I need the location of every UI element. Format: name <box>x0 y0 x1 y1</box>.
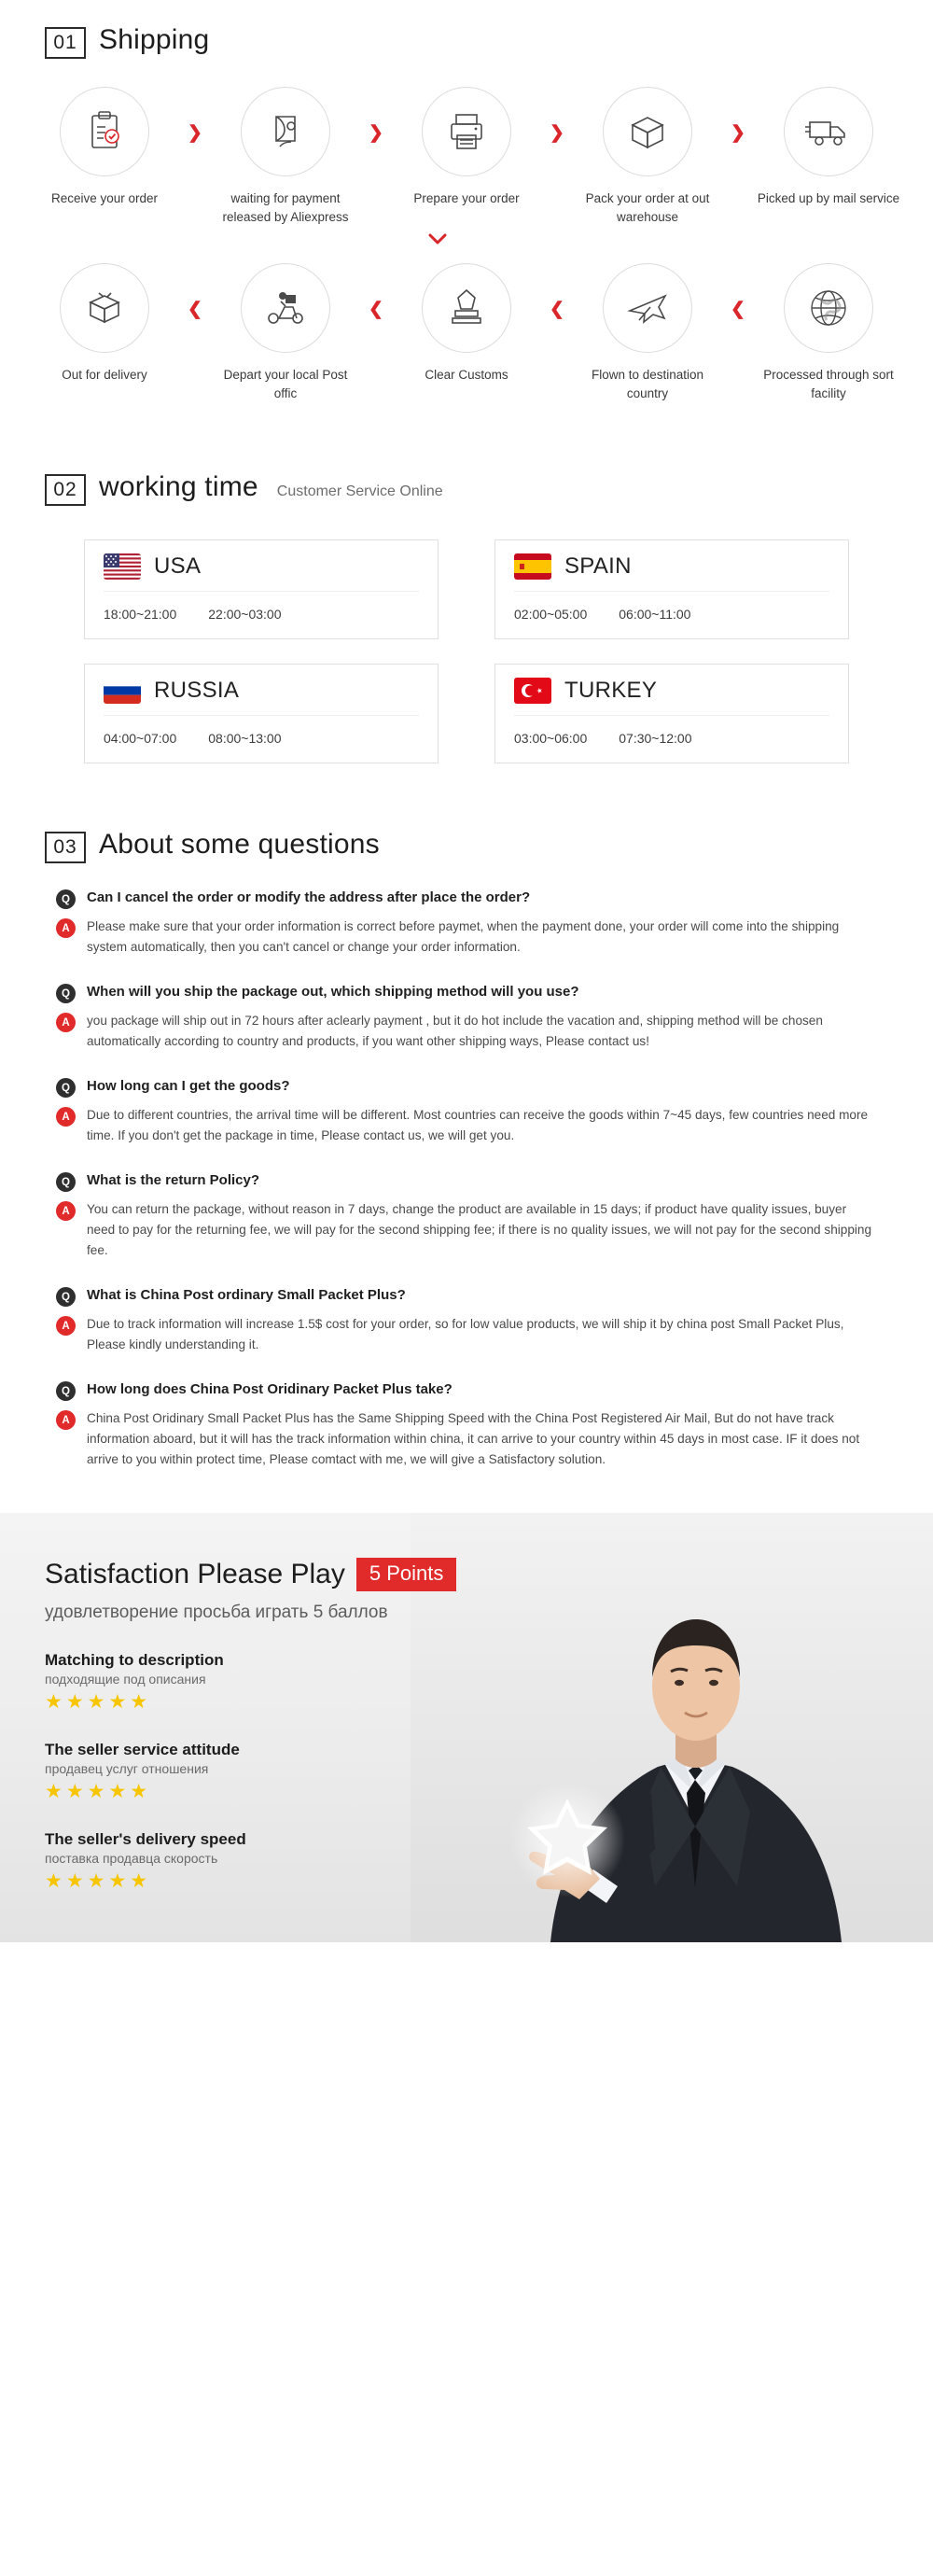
section-number: 02 <box>45 474 86 506</box>
shipping-step <box>750 87 907 208</box>
working-time-section <box>0 402 933 763</box>
rating-stars[interactable]: ★★★★★ <box>45 1780 152 1802</box>
answer-badge: A <box>56 1201 76 1221</box>
question-badge: Q <box>56 889 76 909</box>
hours-slot: 04:00~07:00 <box>104 731 177 747</box>
arrow-right-icon: ❯ <box>550 123 564 143</box>
answer-badge: A <box>56 1107 76 1127</box>
shipping-step <box>569 87 726 226</box>
shipping-step <box>207 263 364 402</box>
businessman-photo <box>411 1513 933 1942</box>
shipping-steps-row-1 <box>0 87 933 226</box>
open-box-icon <box>603 87 692 176</box>
shipping-step <box>388 87 545 208</box>
shipping-step-label: Picked up by mail service <box>757 191 900 205</box>
faq-question-line <box>56 888 877 909</box>
working-time-card-turkey <box>494 664 849 763</box>
hours-slot: 02:00~05:00 <box>514 607 588 623</box>
clipboard-check-icon <box>60 87 149 176</box>
hours-slot: 06:00~11:00 <box>619 607 691 623</box>
hours-slot: 03:00~06:00 <box>514 731 588 747</box>
faq-list <box>56 888 877 1470</box>
customs-stamp-icon <box>422 263 511 353</box>
arrow-down-icon <box>0 231 933 252</box>
answer-badge: A <box>56 918 76 938</box>
faq-question-line <box>56 1076 877 1098</box>
faq-answer-line <box>56 1314 877 1355</box>
rating-subtitle: продавец услуг отношения <box>45 1760 209 1776</box>
faq-question-text: How long does China Post Oridinary Packet Plus take? <box>87 1381 453 1398</box>
delivery-box-icon <box>60 263 149 353</box>
country-name: TURKEY <box>564 678 658 704</box>
working-hours <box>104 731 419 746</box>
shipping-step <box>207 87 364 226</box>
rating-row <box>45 1651 485 1713</box>
faq-answer-line <box>56 1408 877 1470</box>
answer-badge: A <box>56 1410 76 1430</box>
rating-subtitle: поставка продавца скорость <box>45 1850 218 1866</box>
hours-slot: 08:00~13:00 <box>208 731 282 747</box>
rating-subtitle: подходящие под описания <box>45 1671 206 1687</box>
working-time-card-russia <box>84 664 439 763</box>
satisfaction-title-row <box>45 1558 485 1590</box>
faq-answer-text: You can return the package, without reason in 7 days, change the product are available in 15 days; if product have quality issues, buyer need to pay for the returning fee, we will pay for the second shipping fee; if there is no quality issues, we will not pay for the second shipping fee. <box>87 1202 872 1258</box>
section-title: working time <box>99 471 258 503</box>
faq-answer-text: Due to track information will increase 1.5$ cost for your order, so for low value products, we will ship it by china post Small Packet Plus, Please kindly understanding it. <box>87 1317 844 1352</box>
shipping-steps-row-2 <box>0 263 933 402</box>
flag-russia-icon <box>104 678 141 704</box>
shipping-step <box>569 263 726 402</box>
points-badge: 5 Points <box>356 1558 457 1590</box>
faq-answer-line <box>56 1199 877 1261</box>
faq-question-line <box>56 982 877 1003</box>
faq-answer-line <box>56 917 877 958</box>
arrow-left-icon: ❮ <box>731 300 745 320</box>
country-name: RUSSIA <box>154 678 240 704</box>
country-name: USA <box>154 553 202 580</box>
faq-question-text: When will you ship the package out, which shipping method will you use? <box>87 984 579 1001</box>
hours-slot: 22:00~03:00 <box>208 607 282 623</box>
faq-question-line <box>56 1170 877 1192</box>
card-header <box>104 553 419 592</box>
arrow-left-icon: ❮ <box>188 300 202 320</box>
faq-answer-text: you package will ship out in 72 hours after aclearly payment , but it do hot include the vacation and, shipping method will be chosen automatically according to country and products, if you want other shipping ways, Please contact us! <box>87 1014 823 1049</box>
card-header <box>514 553 829 592</box>
faq-item <box>56 1076 877 1146</box>
shipping-step <box>26 263 183 385</box>
working-hours <box>514 731 829 746</box>
satisfaction-banner <box>0 1513 933 1942</box>
answer-badge: A <box>56 1013 76 1032</box>
question-badge: Q <box>56 1381 76 1401</box>
rating-title: The seller's delivery speed <box>45 1829 246 1848</box>
arrow-right-icon: ❯ <box>369 123 383 143</box>
question-badge: Q <box>56 1078 76 1098</box>
faq-item <box>56 888 877 958</box>
faq-item <box>56 1170 877 1261</box>
shipping-step-label: Depart your local Post offic <box>223 368 348 400</box>
payment-hand-icon <box>241 87 330 176</box>
section-title: About some questions <box>99 829 380 861</box>
working-time-grid <box>84 539 849 763</box>
flag-spain-icon <box>514 553 551 580</box>
shipping-step-label: Pack your order at out warehouse <box>585 191 710 224</box>
question-badge: Q <box>56 984 76 1003</box>
question-badge: Q <box>56 1287 76 1307</box>
hours-slot: 18:00~21:00 <box>104 607 177 623</box>
scooter-courier-icon <box>241 263 330 353</box>
faq-item <box>56 982 877 1052</box>
faq-question-text: Can I cancel the order or modify the address after place the order? <box>87 889 531 906</box>
hours-slot: 07:30~12:00 <box>619 731 692 747</box>
shipping-step-label: waiting for payment released by Aliexpress <box>222 191 349 224</box>
arrow-right-icon: ❯ <box>188 123 202 143</box>
satisfaction-title: Satisfaction Please Play <box>45 1559 345 1590</box>
shipping-step-label: Prepare your order <box>413 191 520 205</box>
printer-icon <box>422 87 511 176</box>
shipping-step <box>388 263 545 385</box>
shipping-step-label: Out for delivery <box>62 368 147 383</box>
arrow-left-icon: ❮ <box>550 300 564 320</box>
rating-row <box>45 1830 485 1892</box>
faq-section <box>0 763 933 1470</box>
faq-answer-line <box>56 1011 877 1052</box>
rating-stars[interactable]: ★★★★★ <box>45 1869 152 1892</box>
satisfaction-content <box>0 1513 485 1892</box>
shipping-section <box>0 0 933 402</box>
satisfaction-subtitle: удовлетворение просьба играть 5 баллов <box>45 1602 388 1622</box>
section-title: Shipping <box>99 24 210 55</box>
faq-question-text: How long can I get the goods? <box>87 1078 290 1095</box>
truck-icon <box>784 87 873 176</box>
section-number: 01 <box>45 27 86 59</box>
shipping-step-label: Receive your order <box>50 191 159 205</box>
working-time-card-spain <box>494 539 849 639</box>
section-number: 03 <box>45 832 86 863</box>
country-name: SPAIN <box>564 553 632 580</box>
faq-header <box>0 829 933 863</box>
question-badge: Q <box>56 1172 76 1192</box>
rating-title: Matching to description <box>45 1650 224 1669</box>
globe-icon <box>784 263 873 353</box>
working-time-card-usa <box>84 539 439 639</box>
arrow-right-icon: ❯ <box>731 123 745 143</box>
airplane-icon <box>603 263 692 353</box>
shipping-step-label: Processed through sort facility <box>763 368 894 400</box>
faq-question-line <box>56 1379 877 1401</box>
section-subtitle: Customer Service Online <box>276 483 443 500</box>
rating-row <box>45 1741 485 1802</box>
faq-question-text: What is China Post ordinary Small Packet Plus? <box>87 1287 406 1304</box>
card-header <box>514 678 829 716</box>
rating-title: The seller service attitude <box>45 1740 240 1758</box>
faq-item <box>56 1285 877 1355</box>
working-hours <box>514 607 829 622</box>
flag-turkey-icon <box>514 678 551 704</box>
faq-item <box>56 1379 877 1470</box>
faq-answer-text: China Post Oridinary Small Packet Plus has the Same Shipping Speed with the China Post Registered Air Mail, But do not have track information aboard, but it will has the track information within china, it can arrive to your country within 45 days in most case. IF it does not arrive to you within protect time, Please comtact with me, we will give a Satisfactory solution. <box>87 1411 860 1467</box>
working-hours <box>104 607 419 622</box>
rating-stars[interactable]: ★★★★★ <box>45 1690 152 1713</box>
shipping-step-label: Flown to destination country <box>591 368 704 400</box>
shipping-section-header <box>0 24 933 59</box>
shipping-step <box>26 87 183 208</box>
faq-question-text: What is the return Policy? <box>87 1172 260 1189</box>
faq-answer-text: Due to different countries, the arrival time will be different. Most countries can receive the goods within 7~45 days, few countries need more time. If you don't get the package in time, Please contact us, we will get you. <box>87 1108 869 1143</box>
card-header <box>104 678 419 716</box>
faq-question-line <box>56 1285 877 1307</box>
answer-badge: A <box>56 1316 76 1336</box>
flag-usa-icon <box>104 553 141 580</box>
faq-answer-text: Please make sure that your order information is correct before paymet, when the payment done, your order will come into the shipping system automatically, then you can't cancel or change your order information. <box>87 919 840 955</box>
shipping-step <box>750 263 907 402</box>
arrow-left-icon: ❮ <box>369 300 383 320</box>
working-time-header <box>0 471 933 506</box>
shipping-step-label: Clear Customs <box>425 368 508 383</box>
faq-answer-line <box>56 1105 877 1146</box>
